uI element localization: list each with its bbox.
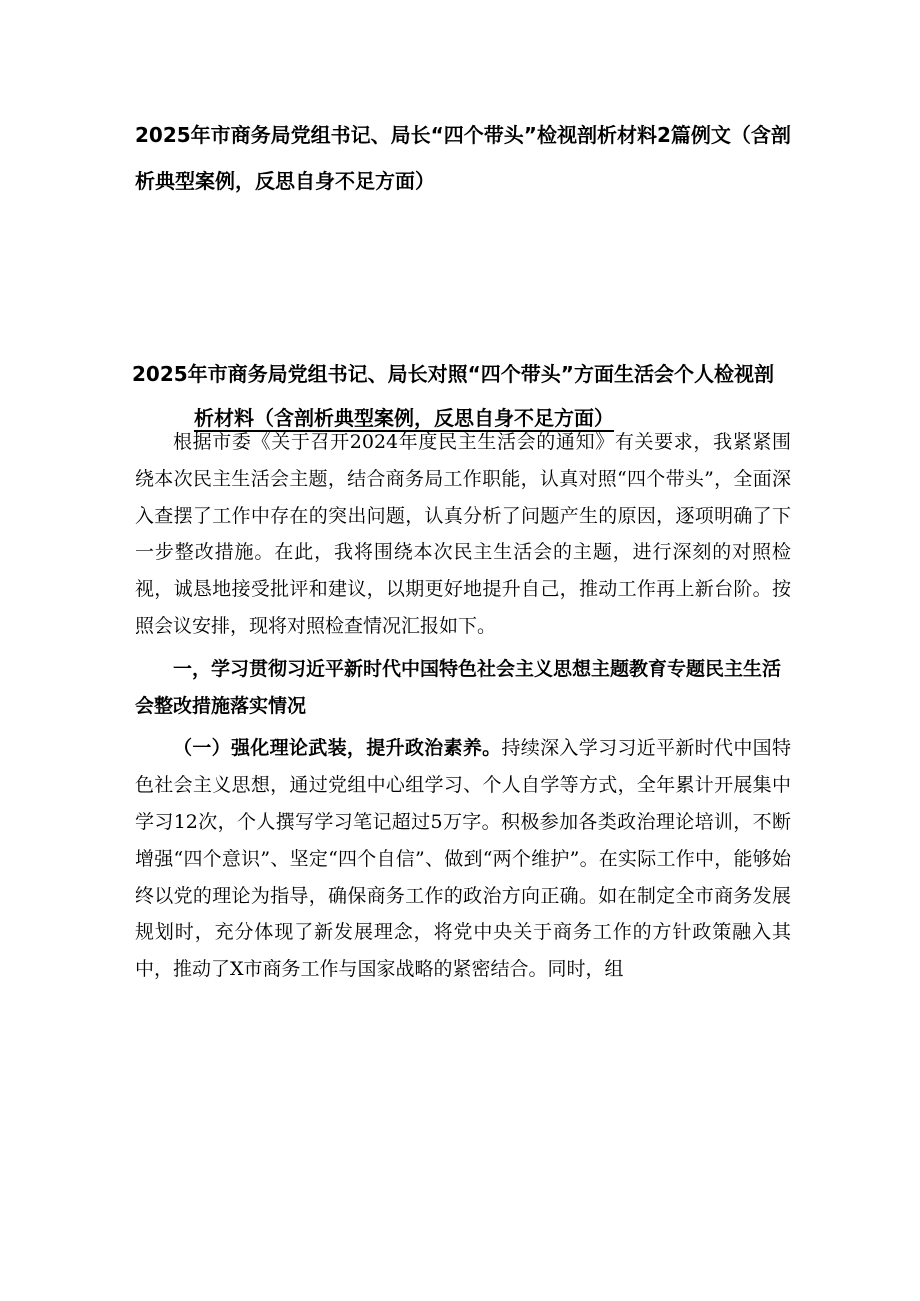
subsection-1-body: 持续深入学习习近平新时代中国特色社会主义思想，通过党组中心组学习、个人自学等方式，全年累计开展集中学习12次，个人撰写学习笔记超过5万字。积极参加各类政治理论培训，不断增强“四个意识”、坚定“四个自信”、做到“两个维护”。在实际工作中，能够始终以党的理论为指导，确保商务工作的政治方向正确。如在制定全市商务发展规划时，充分体现了新发展理念，将党中央关于商务工作的方针政策融入其中，推动了X市商务工作与国家战略的紧密结合。同时，组 xyxy=(135,737,791,981)
intro-paragraph: 根据市委《关于召开2024年度民主生活会的通知》有关要求，我紧紧围绕本次民主生活会主题，结合商务局工作职能，认真对照“四个带头”，全面深入查摆了工作中存在的突出问题，认真分析了问题产生的原因，逐项明确了下一步整改措施。在此，我将围绕本次民主生活会的主题，进行深刻的对照检视，诚恳地接受批评和建议，以期更好地提升自己，推动工作再上新台阶。按照会议安排，现将对照检查情况汇报如下。 xyxy=(135,431,791,637)
cover-title: 2025年市商务局党组书记、局长“四个带头”检视剖析材料2篇例文（含剖析典型案例，反思自身不足方面） xyxy=(135,123,791,193)
subsection-1-paragraph xyxy=(135,730,791,988)
subsection-1-lead: （一）强化理论武装，提升政治素养。 xyxy=(173,737,502,760)
document-body xyxy=(135,424,791,988)
section-1-heading: 一，学习贯彻习近平新时代中国特色社会主义思想主题教育专题民主生活会整改措施落实情况 xyxy=(135,657,782,717)
document-title-line-2: 析材料（含剖析典型案例，反思自身不足方面） xyxy=(194,406,614,430)
document-title-line-1: 2025年市商务局党组书记、局长对照“四个带头”方面生活会个人检视剖 xyxy=(132,362,774,386)
